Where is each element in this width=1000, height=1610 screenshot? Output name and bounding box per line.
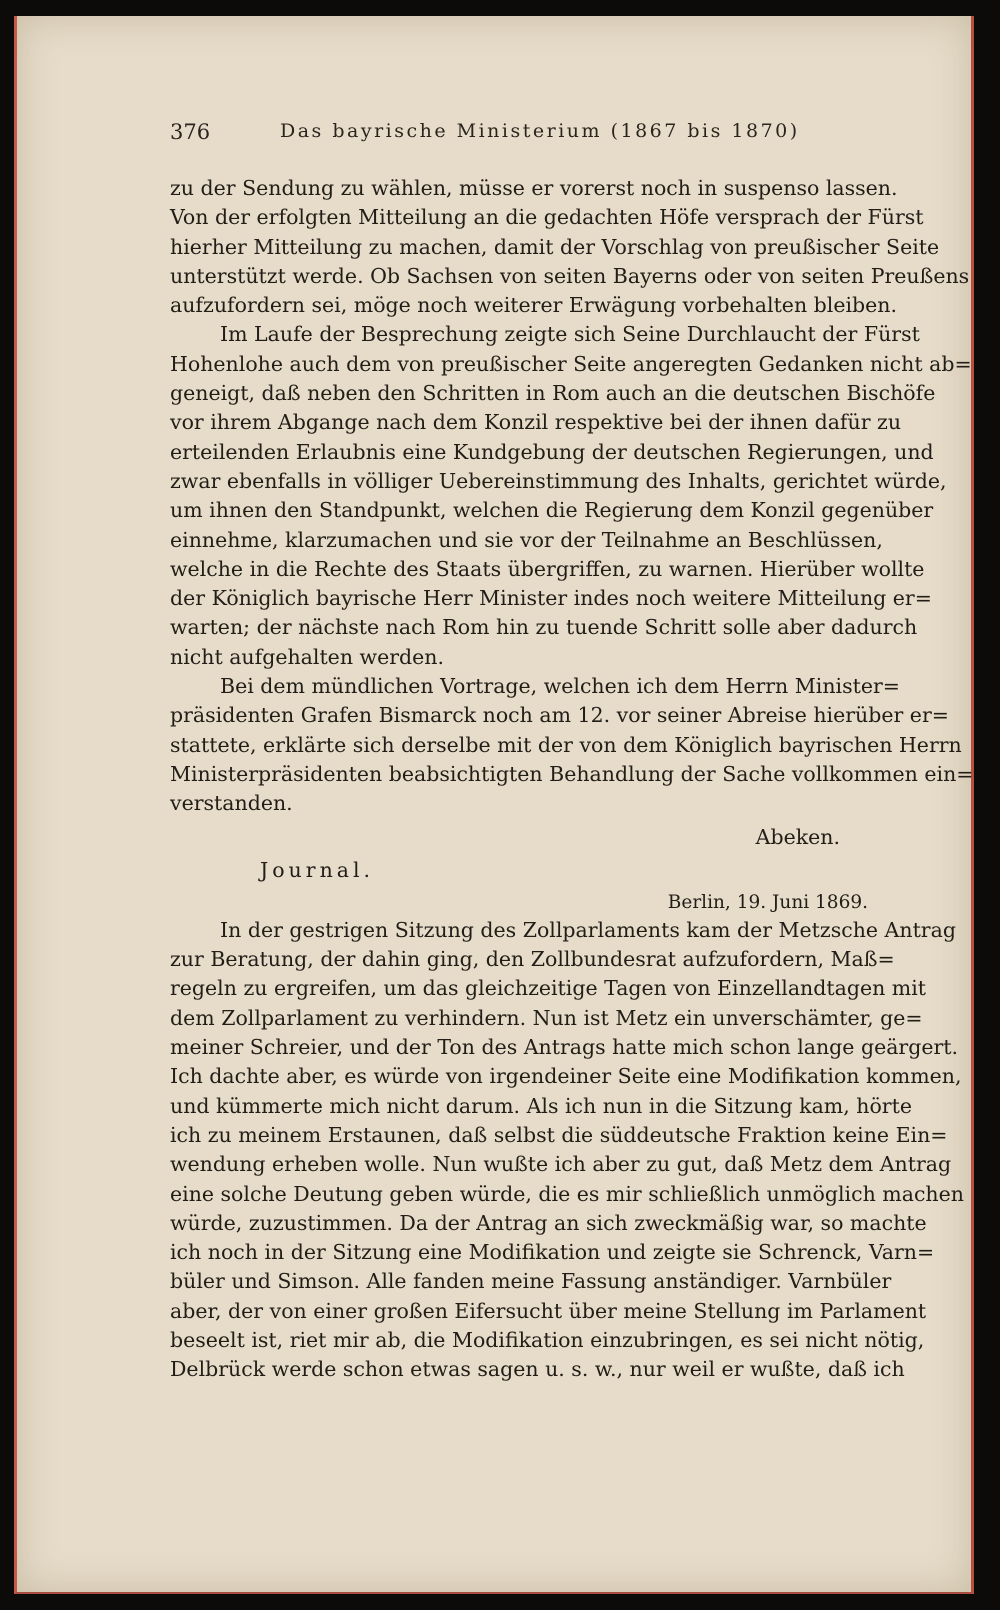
text-line: Bei dem mündlichen Vortrage, welchen ich dem Herrn Minister=: [220, 674, 900, 699]
paragraph-1: [170, 174, 970, 320]
text-line: würde, zuzustimmen. Da der Antrag an sich zweckmäßig war, so machte: [170, 1210, 927, 1235]
text-line: unterstützt werde. Ob Sachsen von seiten Bayerns oder von seiten Preußens: [170, 263, 970, 288]
text-line: hierher Mitteilung zu machen, damit der Vorschlag von preußischer Seite: [170, 234, 940, 259]
text-line: warten; der nächste nach Rom hin zu tuende Schritt solle aber dadurch: [170, 615, 918, 640]
text-line: und kümmerte mich nicht darum. Als ich nun in die Sitzung kam, hörte: [170, 1093, 912, 1118]
text-line: zwar ebenfalls in völliger Uebereinstimmung des Inhalts, gerichtet würde,: [170, 468, 947, 493]
section-heading: Journal.: [260, 857, 375, 882]
text-line: nicht aufgehalten werden.: [170, 644, 444, 669]
page-header: [170, 116, 890, 146]
text-line: erteilenden Erlaubnis eine Kundgebung der deutschen Regierungen, und: [170, 439, 934, 464]
paragraph-4: [170, 916, 964, 1385]
text-line: verstanden.: [170, 791, 293, 816]
text-line: Ich dachte aber, es würde von irgendeiner Seite eine Modifikation kommen,: [170, 1064, 962, 1089]
text-line: Ministerpräsidenten beabsichtigten Behandlung der Sache vollkommen ein=: [170, 761, 974, 786]
text-line: Hohenlohe auch dem von preußischer Seite angeregten Gedanken nicht ab=: [170, 351, 972, 376]
body-text: [170, 174, 974, 1385]
text-line: stattete, erklärte sich derselbe mit der von dem Königlich bayrischen Herrn: [170, 732, 962, 757]
text-line: dem Zollparlament zu verhindern. Nun ist Metz ein unverschämter, ge=: [170, 1005, 923, 1030]
dateline: Berlin, 19. Juni 1869.: [667, 891, 868, 913]
paragraph-3: [170, 672, 974, 818]
text-line: ich noch in der Sitzung eine Modifikation und zeigte sie Schrenck, Varn=: [170, 1240, 935, 1265]
text-line: welche in die Rechte des Staats übergriffen, zu warnen. Hierüber wollte: [170, 556, 925, 581]
text-line: büler und Simson. Alle fanden meine Fassung anständiger. Varnbüler: [170, 1269, 892, 1294]
text-line: regeln zu ergreifen, um das gleichzeitige Tagen von Einzellandtagen mit: [170, 976, 927, 1001]
text-line: geneigt, daß neben den Schritten in Rom auch an die deutschen Bischöfe: [170, 381, 936, 406]
page-number: 376: [170, 120, 211, 144]
text-line: wendung erheben wolle. Nun wußte ich aber zu gut, daß Metz dem Antrag: [170, 1152, 952, 1177]
text-line: meiner Schreier, und der Ton des Antrags hatte mich schon lange geärgert.: [170, 1035, 959, 1060]
text-line: ich zu meinem Erstaunen, daß selbst die süddeutsche Fraktion keine Ein=: [170, 1122, 948, 1147]
text-line: beseelt ist, riet mir ab, die Modifikation einzubringen, es sei nicht nötig,: [170, 1327, 925, 1352]
text-line: der Königlich bayrische Herr Minister indes noch weitere Mitteilung er=: [170, 586, 932, 611]
text-line: Delbrück werde schon etwas sagen u. s. w., nur weil er wußte, daß ich: [170, 1357, 905, 1382]
text-line: einnehme, klarzumachen und sie vor der Teilnahme an Beschlüssen,: [170, 527, 883, 552]
text-line: zur Beratung, der dahin ging, den Zollbundesrat aufzufordern, Maß=: [170, 947, 895, 972]
text-line: präsidenten Grafen Bismarck noch am 12. vor seiner Abreise hierüber er=: [170, 703, 949, 728]
paragraph-2: [170, 320, 972, 672]
text-line: zu der Sendung zu wählen, müsse er vorerst noch in suspenso lassen.: [170, 176, 898, 200]
text-line: vor ihrem Abgange nach dem Konzil respektive bei der ihnen dafür zu: [170, 410, 902, 435]
running-head: Das bayrische Ministerium (1867 bis 1870): [280, 120, 800, 142]
signature: Abeken.: [755, 824, 840, 849]
text-line: aber, der von einer großen Eifersucht über meine Stellung im Parlament: [170, 1298, 927, 1323]
text-line: eine solche Deutung geben würde, die es mir schließlich unmöglich machen: [170, 1181, 964, 1206]
text-line: um ihnen den Standpunkt, welchen die Regierung dem Konzil gegenüber: [170, 498, 934, 523]
text-line: In der gestrigen Sitzung des Zollparlaments kam der Metzsche Antrag: [220, 917, 956, 942]
text-line: aufzufordern sei, möge noch weiterer Erwägung vorbehalten bleiben.: [170, 293, 897, 318]
text-line: Von der erfolgten Mitteilung an die gedachten Höfe versprach der Fürst: [170, 205, 924, 230]
text-line: Im Laufe der Besprechung zeigte sich Seine Durchlaucht der Fürst: [220, 322, 920, 347]
